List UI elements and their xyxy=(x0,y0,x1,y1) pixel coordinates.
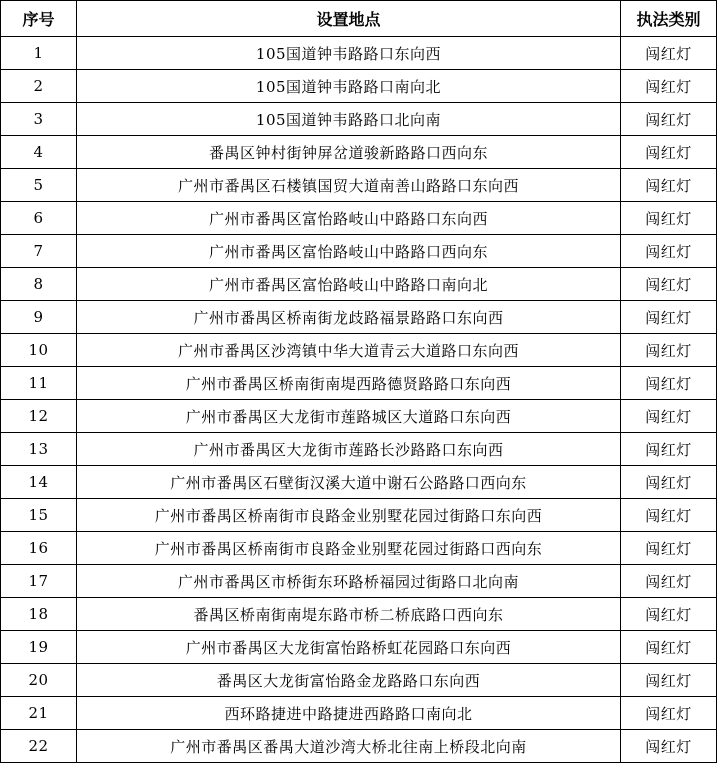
cell-enforcement-type: 闯红灯 xyxy=(621,301,717,334)
cell-location: 广州市番禺区大龙街富怡路桥虹花园路口东向西 xyxy=(77,631,621,664)
table-row xyxy=(1,466,717,499)
table-row xyxy=(1,301,717,334)
table-row xyxy=(1,235,717,268)
table-row xyxy=(1,103,717,136)
cell-enforcement-type: 闯红灯 xyxy=(621,664,717,697)
cell-serial-number: 12 xyxy=(1,400,77,433)
table-row xyxy=(1,37,717,70)
cell-location: 广州市番禺区桥南街南堤西路德贤路路口东向西 xyxy=(77,367,621,400)
cell-enforcement-type: 闯红灯 xyxy=(621,70,717,103)
cell-location: 105国道钟韦路路口南向北 xyxy=(77,70,621,103)
table-row xyxy=(1,70,717,103)
header-serial-number: 序号 xyxy=(1,1,77,37)
cell-location: 番禺区钟村街钟屏岔道骏新路路口西向东 xyxy=(77,136,621,169)
cell-serial-number: 1 xyxy=(1,37,77,70)
cell-serial-number: 18 xyxy=(1,598,77,631)
cell-serial-number: 14 xyxy=(1,466,77,499)
cell-enforcement-type: 闯红灯 xyxy=(621,367,717,400)
cell-location: 广州市番禺区大龙街市莲路城区大道路口东向西 xyxy=(77,400,621,433)
cell-enforcement-type: 闯红灯 xyxy=(621,598,717,631)
cell-enforcement-type: 闯红灯 xyxy=(621,136,717,169)
cell-serial-number: 15 xyxy=(1,499,77,532)
table-row xyxy=(1,400,717,433)
cell-enforcement-type: 闯红灯 xyxy=(621,37,717,70)
cell-serial-number: 21 xyxy=(1,697,77,730)
table-row xyxy=(1,697,717,730)
cell-location: 广州市番禺区富怡路岐山中路路口南向北 xyxy=(77,268,621,301)
cell-enforcement-type: 闯红灯 xyxy=(621,631,717,664)
cell-enforcement-type: 闯红灯 xyxy=(621,268,717,301)
cell-enforcement-type: 闯红灯 xyxy=(621,730,717,763)
cell-location: 105国道钟韦路路口东向西 xyxy=(77,37,621,70)
cell-serial-number: 4 xyxy=(1,136,77,169)
cell-serial-number: 10 xyxy=(1,334,77,367)
cell-enforcement-type: 闯红灯 xyxy=(621,499,717,532)
cell-enforcement-type: 闯红灯 xyxy=(621,466,717,499)
cell-location: 番禺区大龙街富怡路金龙路路口东向西 xyxy=(77,664,621,697)
cell-enforcement-type: 闯红灯 xyxy=(621,334,717,367)
cell-serial-number: 3 xyxy=(1,103,77,136)
table-row xyxy=(1,136,717,169)
cell-serial-number: 16 xyxy=(1,532,77,565)
table-row xyxy=(1,499,717,532)
cell-enforcement-type: 闯红灯 xyxy=(621,235,717,268)
cell-location: 广州市番禺区市桥街东环路桥福园过街路口北向南 xyxy=(77,565,621,598)
cell-location: 番禺区桥南街南堤东路市桥二桥底路口西向东 xyxy=(77,598,621,631)
cell-location: 广州市番禺区桥南街市良路金业别墅花园过街路口东向西 xyxy=(77,499,621,532)
table-row xyxy=(1,169,717,202)
cell-serial-number: 19 xyxy=(1,631,77,664)
cell-location: 广州市番禺区番禺大道沙湾大桥北往南上桥段北向南 xyxy=(77,730,621,763)
cell-location: 105国道钟韦路路口北向南 xyxy=(77,103,621,136)
table-row xyxy=(1,202,717,235)
cell-location: 广州市番禺区沙湾镇中华大道青云大道路口东向西 xyxy=(77,334,621,367)
cell-serial-number: 6 xyxy=(1,202,77,235)
table-row xyxy=(1,598,717,631)
cell-enforcement-type: 闯红灯 xyxy=(621,169,717,202)
table-row xyxy=(1,433,717,466)
cell-location: 广州市番禺区富怡路岐山中路路口西向东 xyxy=(77,235,621,268)
cell-enforcement-type: 闯红灯 xyxy=(621,697,717,730)
cell-location: 广州市番禺区桥南街市良路金业别墅花园过街路口西向东 xyxy=(77,532,621,565)
header-enforcement-type: 执法类别 xyxy=(621,1,717,37)
table-row xyxy=(1,664,717,697)
cell-serial-number: 11 xyxy=(1,367,77,400)
cell-enforcement-type: 闯红灯 xyxy=(621,400,717,433)
cell-location: 广州市番禺区富怡路岐山中路路口东向西 xyxy=(77,202,621,235)
cell-serial-number: 9 xyxy=(1,301,77,334)
table-row xyxy=(1,334,717,367)
table-row xyxy=(1,268,717,301)
cell-location: 广州市番禺区石楼镇国贸大道南善山路路口东向西 xyxy=(77,169,621,202)
cell-location: 广州市番禺区石壁街汉溪大道中谢石公路路口西向东 xyxy=(77,466,621,499)
table-header-row xyxy=(1,1,717,37)
cell-location: 广州市番禺区桥南街龙歧路福景路路口东向西 xyxy=(77,301,621,334)
cell-serial-number: 7 xyxy=(1,235,77,268)
table-row xyxy=(1,631,717,664)
cell-serial-number: 22 xyxy=(1,730,77,763)
cell-serial-number: 13 xyxy=(1,433,77,466)
cell-enforcement-type: 闯红灯 xyxy=(621,103,717,136)
cell-serial-number: 2 xyxy=(1,70,77,103)
table-row xyxy=(1,730,717,763)
table-row xyxy=(1,367,717,400)
cell-enforcement-type: 闯红灯 xyxy=(621,202,717,235)
cell-location: 广州市番禺区大龙街市莲路长沙路路口东向西 xyxy=(77,433,621,466)
cell-serial-number: 20 xyxy=(1,664,77,697)
cell-serial-number: 17 xyxy=(1,565,77,598)
cell-serial-number: 8 xyxy=(1,268,77,301)
cell-location: 西环路捷进中路捷进西路路口南向北 xyxy=(77,697,621,730)
cell-enforcement-type: 闯红灯 xyxy=(621,532,717,565)
table-row xyxy=(1,565,717,598)
header-location: 设置地点 xyxy=(77,1,621,37)
table-row xyxy=(1,532,717,565)
cell-serial-number: 5 xyxy=(1,169,77,202)
cell-enforcement-type: 闯红灯 xyxy=(621,433,717,466)
cell-enforcement-type: 闯红灯 xyxy=(621,565,717,598)
